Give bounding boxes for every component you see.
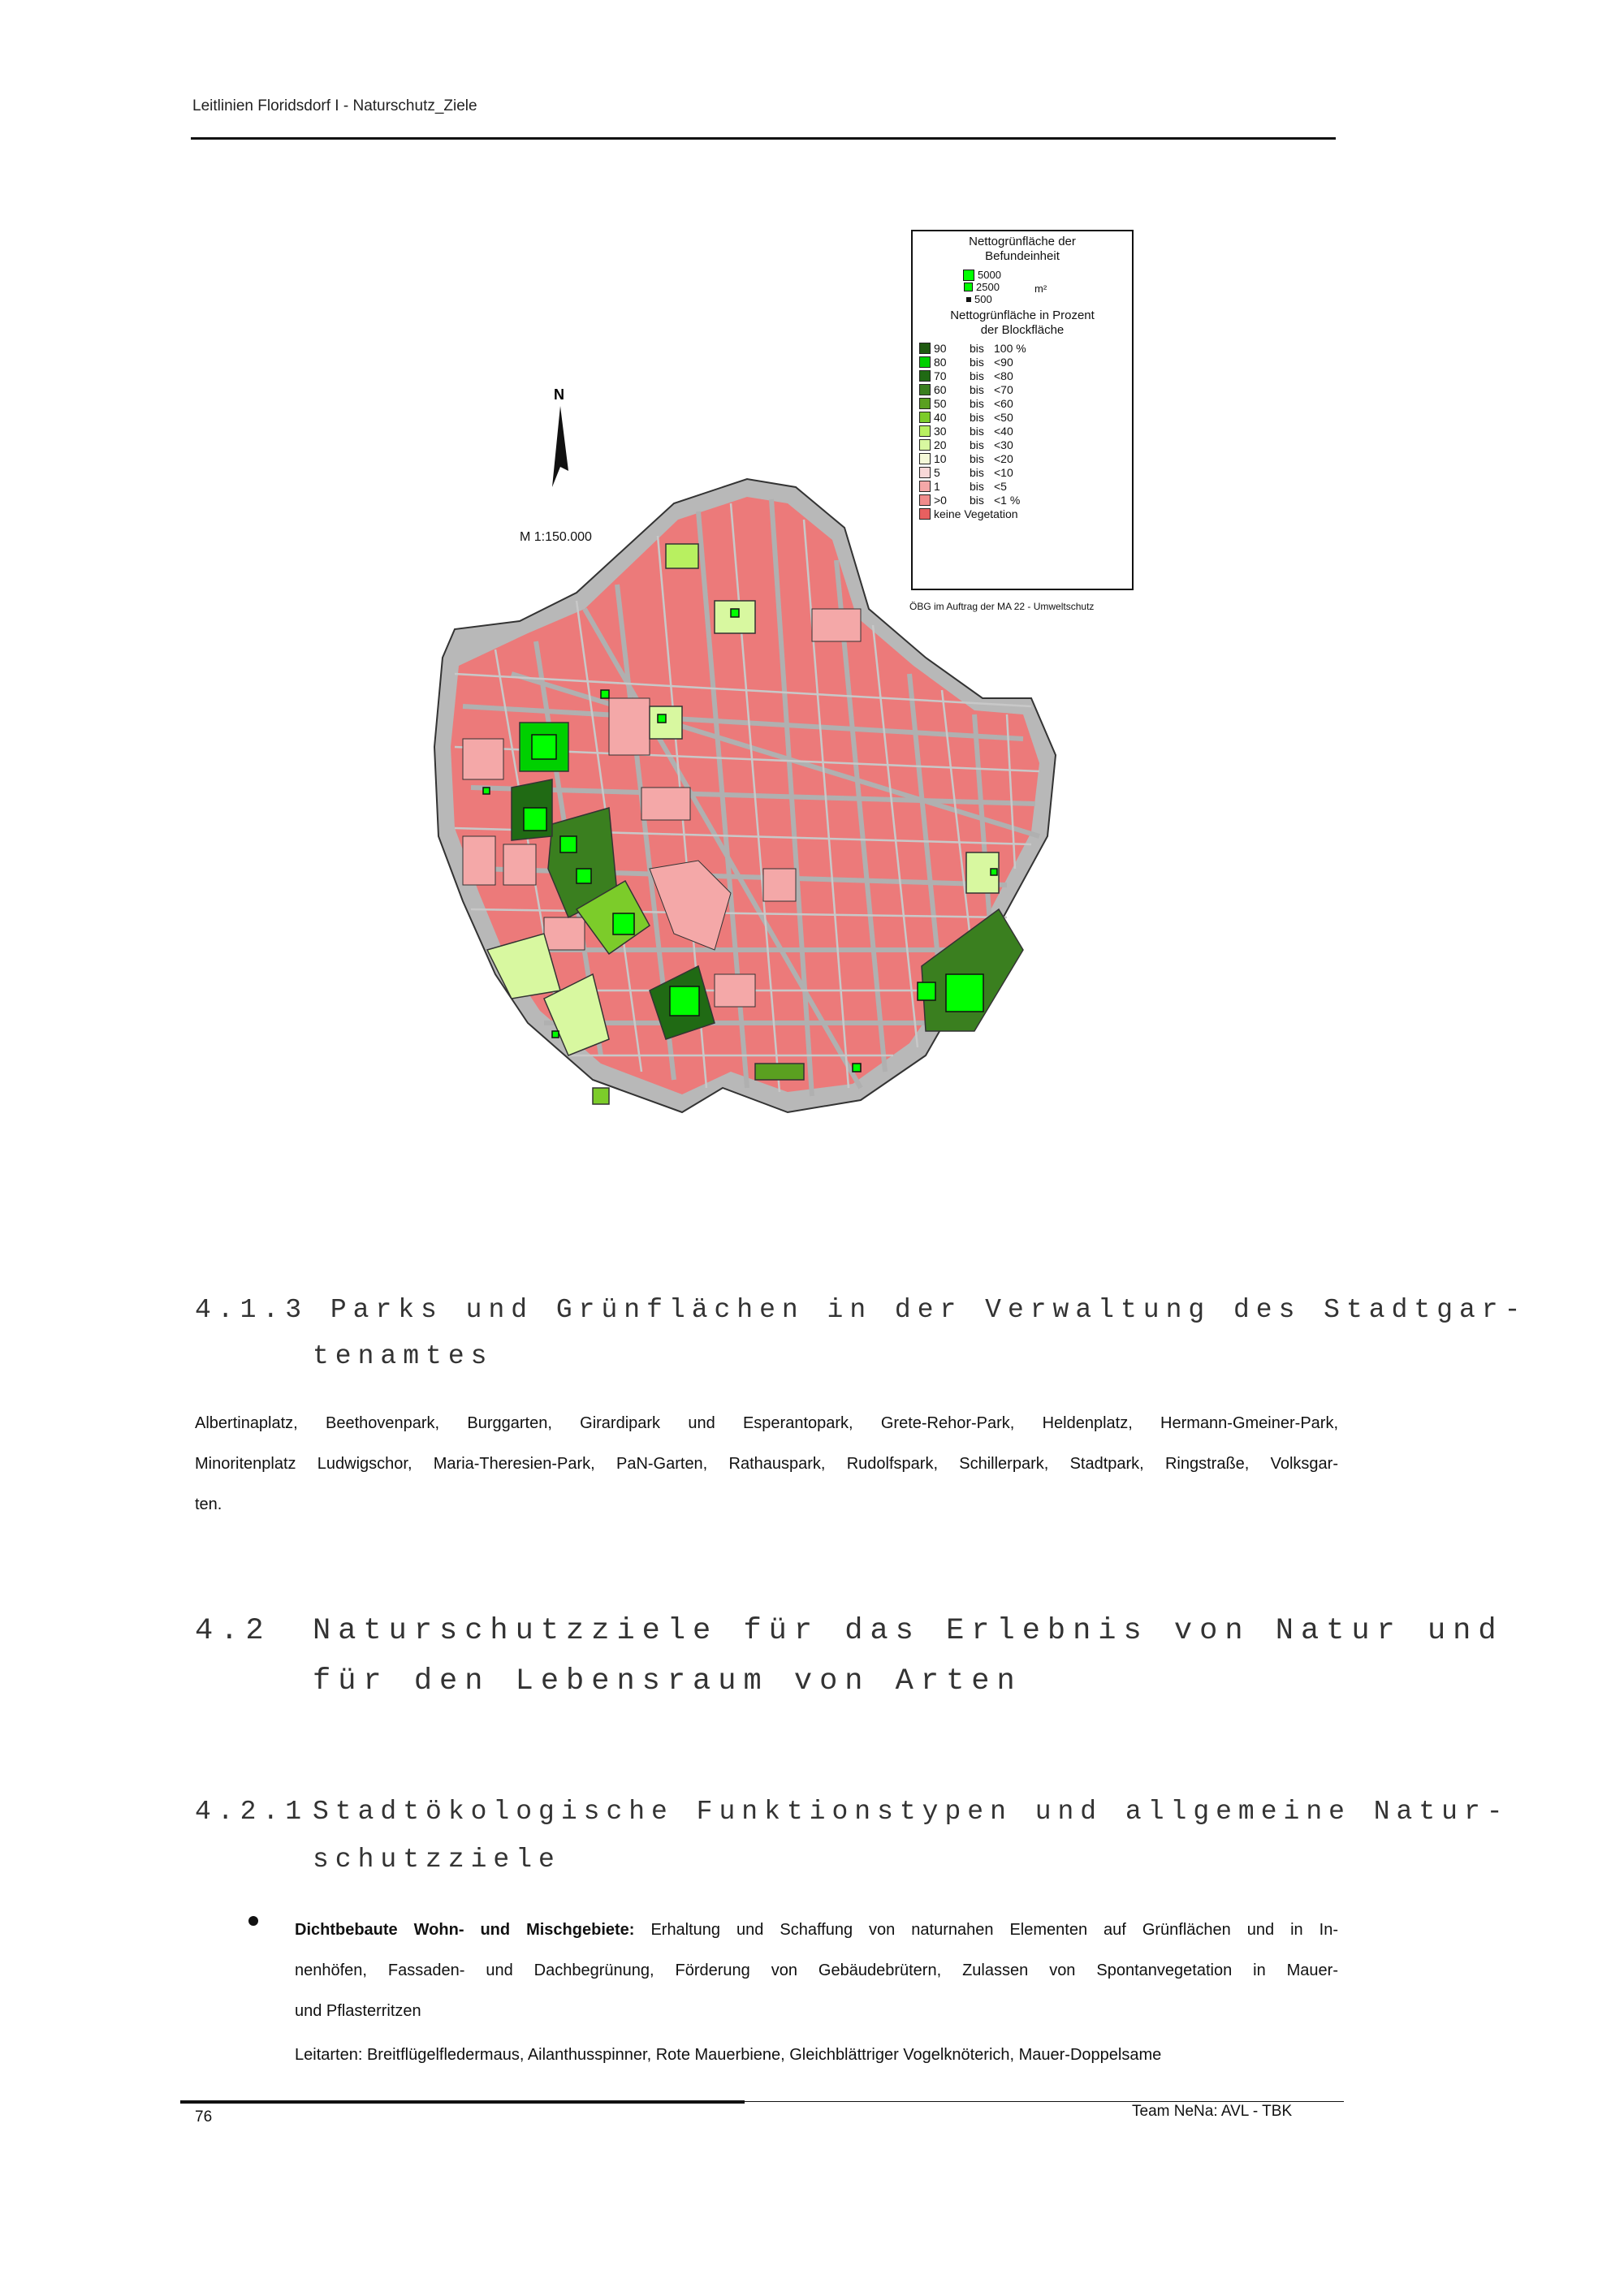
page-header: Leitlinien Floridsdorf I - Naturschutz_Ziele bbox=[192, 97, 477, 114]
legend-to: keine Vegetation bbox=[934, 507, 1018, 520]
legend-from: 80 bbox=[934, 355, 947, 369]
legend-size-row: 500 bbox=[963, 293, 1132, 305]
legend-from: 90 bbox=[934, 341, 947, 355]
legend-class-row bbox=[913, 438, 1132, 451]
legend-swatch bbox=[919, 481, 931, 492]
legend-from: 40 bbox=[934, 410, 947, 424]
footer-divider-right bbox=[745, 2101, 1344, 2102]
page-number: 76 bbox=[195, 2108, 213, 2126]
legend-to: <90 bbox=[994, 355, 1013, 369]
legend-swatch bbox=[919, 439, 931, 451]
legend-from: 50 bbox=[934, 396, 947, 410]
legend-bis: bis bbox=[970, 369, 984, 382]
legend-size-unit: m² bbox=[1034, 283, 1047, 295]
legend-title-2: Befundeinheit bbox=[985, 249, 1060, 263]
bullet-dot bbox=[248, 1916, 258, 1926]
legend-swatch bbox=[919, 453, 931, 464]
footer-divider-left bbox=[180, 2100, 745, 2104]
legend-bis: bis bbox=[970, 410, 984, 424]
bullet-line-3: und Pflasterritzen bbox=[295, 2002, 421, 2020]
legend-from: 5 bbox=[934, 465, 940, 479]
legend-from: 1 bbox=[934, 479, 940, 493]
legend-swatch bbox=[919, 384, 931, 395]
legend-class-row bbox=[913, 382, 1132, 396]
legend-swatch bbox=[919, 356, 931, 368]
legend-class-row bbox=[913, 479, 1132, 493]
legend-from: 60 bbox=[934, 382, 947, 396]
legend-swatch bbox=[919, 398, 931, 409]
section-413-heading-cont: tenamtes bbox=[313, 1341, 494, 1371]
legend-class-row bbox=[913, 507, 1132, 520]
legend-to: <40 bbox=[994, 424, 1013, 438]
legend-to: <10 bbox=[994, 465, 1013, 479]
legend-percent-title-1: Nettogrünfläche in Prozent bbox=[950, 309, 1095, 322]
header-divider bbox=[191, 137, 1336, 140]
legend-to: <1 % bbox=[994, 493, 1021, 507]
legend-title-1: Nettogrünfläche der bbox=[969, 235, 1076, 248]
legend-bis: bis bbox=[970, 465, 984, 479]
legend-swatch bbox=[919, 425, 931, 437]
legend-to: <5 bbox=[994, 479, 1007, 493]
legend-to: <80 bbox=[994, 369, 1013, 382]
legend-class-row bbox=[913, 410, 1132, 424]
legend-from: 30 bbox=[934, 424, 947, 438]
legend-bis: bis bbox=[970, 451, 984, 465]
legend-bis: bis bbox=[970, 479, 984, 493]
legend-bis: bis bbox=[970, 341, 984, 355]
legend-size-key bbox=[913, 269, 1132, 305]
section-413-text-1: Albertinaplatz, Beethovenpark, Burggarten, Girardipark und Esperantopark, Grete-Rehor-Park, Heldenplatz, Hermann-Gmeiner-Park, bbox=[195, 1414, 1338, 1432]
legend-to: <50 bbox=[994, 410, 1013, 424]
legend-to: <70 bbox=[994, 382, 1013, 396]
legend-to: <30 bbox=[994, 438, 1013, 451]
section-421-heading: 4.2.1 Stadtökologische Funktionstypen und allgemeine Natur- bbox=[195, 1797, 1510, 1827]
section-42-heading-cont: für den Lebensraum von Arten bbox=[313, 1664, 1022, 1698]
legend-class-row bbox=[913, 493, 1132, 507]
bullet-line-1: Dichtbebaute Wohn- und Mischgebiete: Erhaltung und Schaffung von naturnahen Elementen auf Grünflächen und in In- bbox=[295, 1921, 1338, 1939]
section-42-heading: 4.2 Naturschutzziele für das Erlebnis von Natur und bbox=[195, 1614, 1504, 1648]
legend-swatch bbox=[919, 494, 931, 506]
section-413-text-3: ten. bbox=[195, 1495, 222, 1513]
legend-class-row bbox=[913, 341, 1132, 355]
section-421-heading-cont: schutzziele bbox=[313, 1845, 561, 1875]
bullet-line-2: nenhöfen, Fassaden- und Dachbegrünung, Förderung von Gebäudebrütern, Zulassen von Spontanvegetation in Mauer- bbox=[295, 1962, 1338, 1979]
legend-size-row: 5000 bbox=[963, 269, 1132, 281]
legend-to: <60 bbox=[994, 396, 1013, 410]
legend-class-row bbox=[913, 451, 1132, 465]
legend-to: <20 bbox=[994, 451, 1013, 465]
legend-swatch bbox=[919, 412, 931, 423]
district-map-figure bbox=[406, 219, 1169, 1193]
section-413-heading: 4.1.3 Parks und Grünflächen in der Verwaltung des Stadtgar- bbox=[195, 1295, 1527, 1325]
legend-from: 20 bbox=[934, 438, 947, 451]
map-legend bbox=[911, 230, 1134, 590]
legend-swatch bbox=[919, 343, 931, 354]
north-label: N bbox=[554, 386, 564, 403]
legend-swatch bbox=[919, 467, 931, 478]
legend-from: >0 bbox=[934, 493, 947, 507]
legend-class-row bbox=[913, 355, 1132, 369]
legend-bis: bis bbox=[970, 438, 984, 451]
legend-size-row: 2500 bbox=[963, 281, 1132, 293]
legend-swatch bbox=[919, 508, 931, 520]
map-scale: M 1:150.000 bbox=[520, 530, 592, 544]
legend-classes bbox=[913, 341, 1132, 520]
legend-class-row bbox=[913, 396, 1132, 410]
footer-team: Team NeNa: AVL - TBK bbox=[1132, 2103, 1293, 2120]
leitarten-line: Leitarten: Breitflügelfledermaus, Ailanthusspinner, Rote Mauerbiene, Gleichblättriger Vogelknöterich, Mauer-Doppelsame bbox=[295, 2046, 1162, 2064]
section-413-text-2: Minoritenplatz Ludwigschor, Maria-Theresien-Park, PaN-Garten, Rathauspark, Rudolfspark, Schillerpark, Stadtpark, Ringstraße, Volksgar- bbox=[195, 1455, 1338, 1473]
legend-from: 70 bbox=[934, 369, 947, 382]
legend-class-row bbox=[913, 369, 1132, 382]
legend-swatch bbox=[919, 370, 931, 382]
bullet-bold-term: Dichtbebaute Wohn- und Mischgebiete: bbox=[295, 1921, 635, 1939]
legend-to: 100 % bbox=[994, 341, 1026, 355]
legend-bis: bis bbox=[970, 382, 984, 396]
legend-bis: bis bbox=[970, 396, 984, 410]
legend-bis: bis bbox=[970, 355, 984, 369]
legend-bis: bis bbox=[970, 424, 984, 438]
legend-percent-title-2: der Blockfläche bbox=[980, 323, 1065, 337]
legend-source: ÖBG im Auftrag der MA 22 - Umweltschutz bbox=[909, 601, 1095, 612]
legend-class-row bbox=[913, 465, 1132, 479]
legend-from: 10 bbox=[934, 451, 947, 465]
legend-class-row bbox=[913, 424, 1132, 438]
legend-bis: bis bbox=[970, 493, 984, 507]
north-arrow bbox=[552, 386, 568, 487]
